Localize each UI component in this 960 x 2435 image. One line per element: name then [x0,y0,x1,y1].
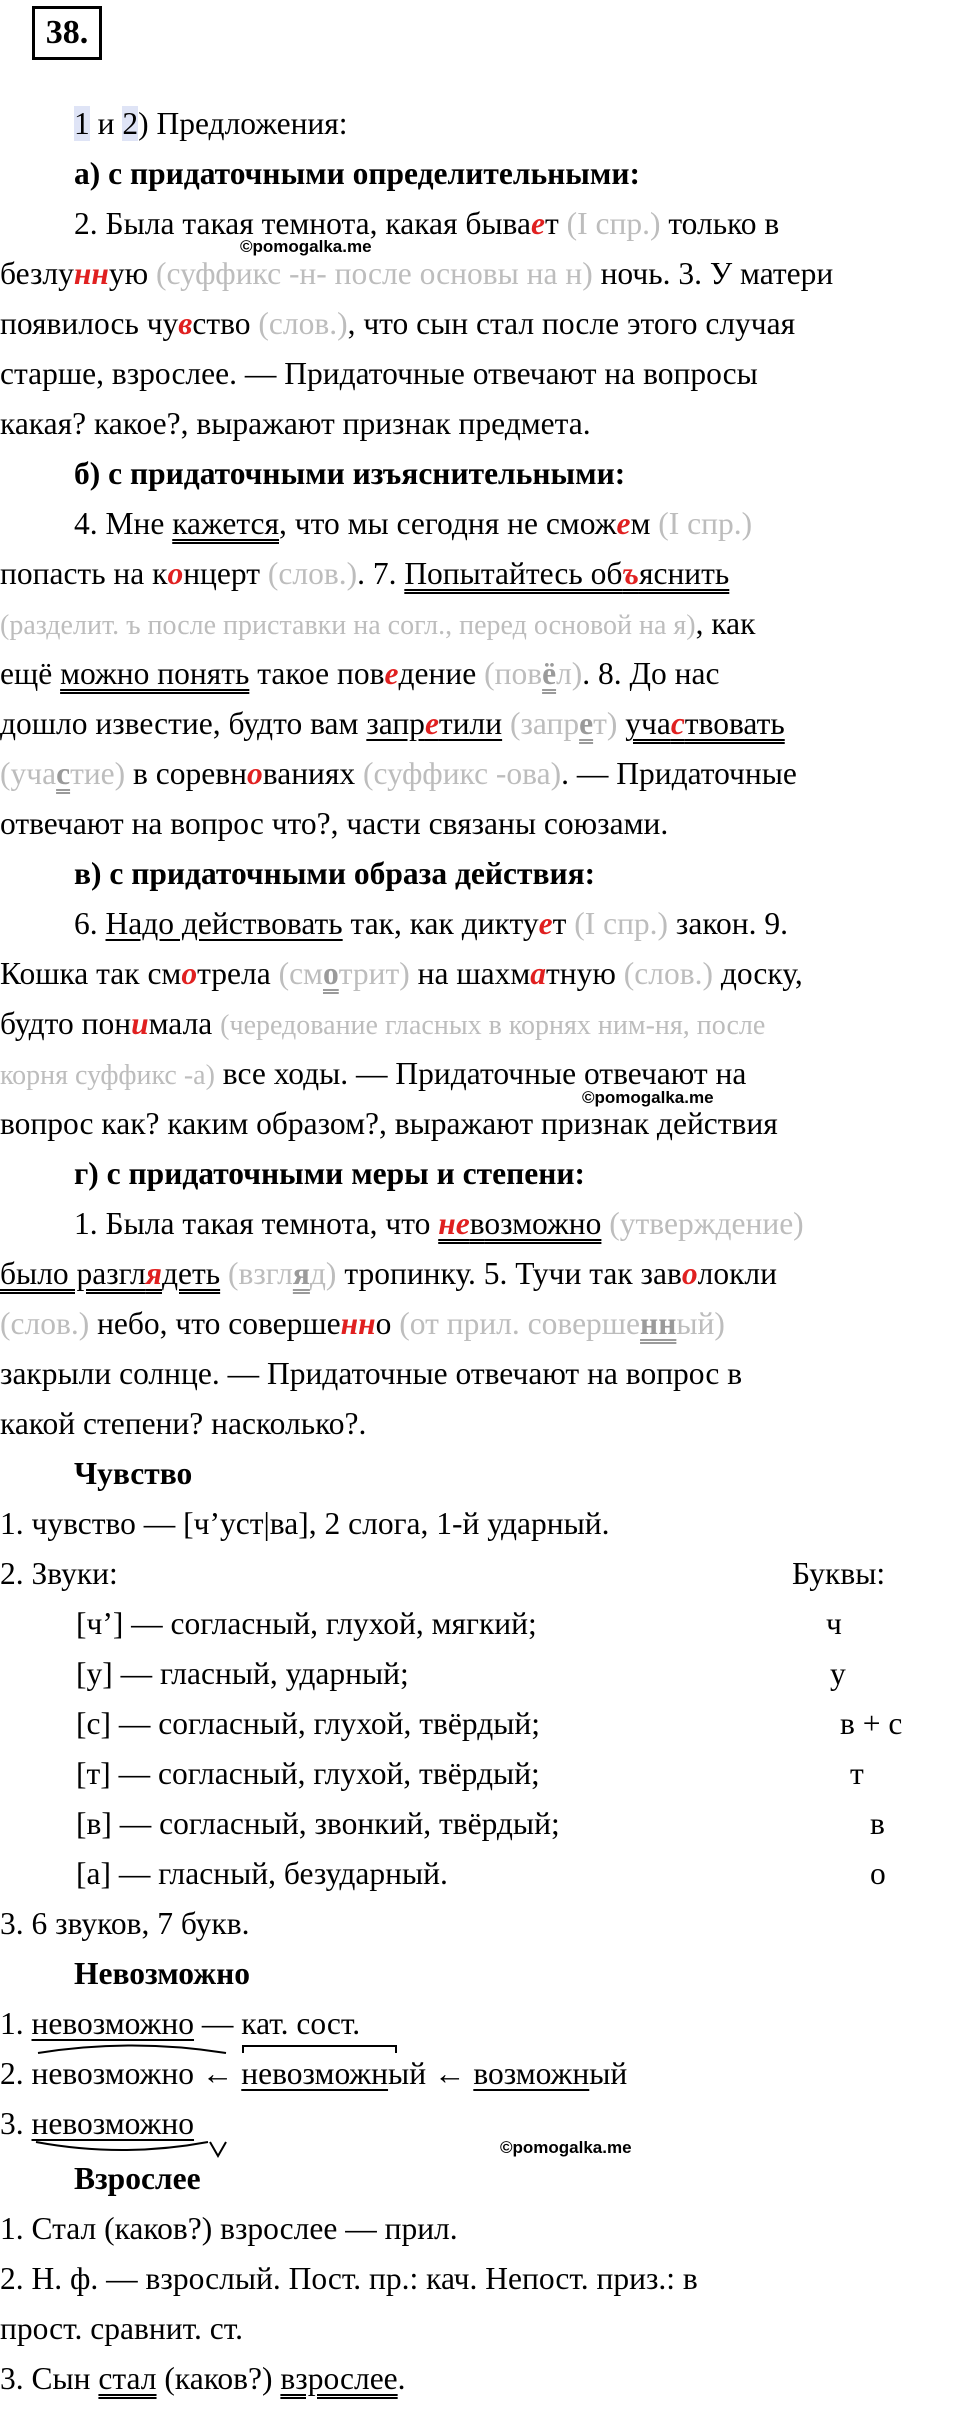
section-v-line-1: 6. Надо действовать так, как диктует (I спр.) закон. 9. [74,906,789,941]
section-g-line-4: закрыли солнце. — Придаточные отвечают на вопрос в [0,1356,743,1391]
chuvstvo-heading: Чувство [74,1456,193,1491]
vzroslee-line-1: 1. Стал (каков?) взрослее — прил. [0,2211,458,2246]
section-v-line-5: вопрос как? каким образом?, выражают признак действия [0,1106,778,1141]
section-a-line-3: появилось чувство (слов.), что сын стал после этого случая [0,306,796,341]
section-v-heading: в) с придаточными образа действия: [74,856,596,891]
section-b-line-4: ещё можно понять такое поведение (повёл). 8. До нас [0,656,720,691]
watermark: ©pomogalka.me [582,1088,714,1107]
section-v-line-3: будто понимала (чередование гласных в корнях ним-ня, после [0,1006,766,1041]
section-v-line-4: корня суффикс -а) все ходы. — Придаточные отвечают на [0,1056,747,1091]
section-a-line-4: старше, взрослее. — Придаточные отвечают на вопросы [0,356,758,391]
chuvstvo-line-1: 1. чувство — [ч’уст|ва], 2 слога, 1-й ударный. [0,1506,610,1541]
nevozmozhno-line-1: 1. невозможно — кат. сост. [0,2006,361,2041]
suffix-bracket-icon [241,2044,401,2054]
intro-line: 1 и 2) Предложения: [74,106,348,141]
nevozmozhno-line-2: 2. невозможно ← невозможный ← возможный [0,2050,627,2098]
sound-row: [а] — гласный, безударный. [76,1856,448,1891]
vzroslee-line-2: 2. Н. ф. — взрослый. Пост. пр.: кач. Непост. приз.: в [0,2261,698,2296]
watermark: ©pomogalka.me [240,237,372,256]
sound-row: [у] — гласный, ударный; [76,1656,409,1691]
section-a-heading: а) с придаточными определительными: [74,156,640,191]
vzroslee-line-3: прост. сравнит. ст. [0,2311,243,2346]
letter-cell: у [830,1656,846,1691]
exercise-number: 38. [32,6,102,60]
section-g-line-5: какой степени? насколько?. [0,1406,367,1441]
vzroslee-heading: Взрослее [74,2161,201,2196]
letter-cell: т [850,1756,864,1791]
section-b-line-3: (разделит. ъ после приставки на согл., перед основой на я), как [0,606,756,641]
section-v-line-2: Кошка так смотрела (смотрит) на шахматную (слов.) доску, [0,956,803,991]
section-g-line-3: (слов.) небо, что совершенно (от прил. совершенный) [0,1306,725,1341]
nevozmozhno-heading: Невозможно [74,1956,250,1991]
section-g-line-2: было разглядеть (взгляд) тропинку. 5. Тучи так заволокли [0,1256,777,1291]
section-b-line-7: отвечают на вопрос что?, части связаны союзами. [0,806,669,841]
section-a-line-5: какая? какое?, выражают признак предмета. [0,406,591,441]
section-g-heading: г) с придаточными меры и степени: [74,1156,585,1191]
section-b-line-6: (участие) в соревнованиях (суффикс -ова). — Придаточные [0,756,797,791]
chuvstvo-line-3: 3. 6 звуков, 7 букв. [0,1906,250,1941]
nevozmozhno-line-3: 3. невозможно [0,2100,194,2148]
section-b-heading: б) с придаточными изъяснительными: [74,456,626,491]
letters-label: Буквы: [792,1556,886,1591]
sound-row: [с] — согласный, глухой, твёрдый; [76,1706,541,1741]
section-a-line-1: 2. Была такая темнота, какая бывает (I спр.) только в [74,206,780,241]
letter-cell: о [870,1856,886,1891]
vzroslee-line-4: 3. Сын стал (каков?) взрослее. [0,2361,406,2396]
section-b-line-1: 4. Мне кажется, что мы сегодня не сможем (I спр.) [74,506,753,541]
section-b-line-5: дошло известие, будто вам запретили (запрет) участвовать [0,706,785,741]
root-arc-icon [32,2044,232,2054]
sound-row: [т] — согласный, глухой, твёрдый; [76,1756,540,1791]
letter-cell: в [870,1806,885,1841]
sound-row: [в] — согласный, звонкий, твёрдый; [76,1806,560,1841]
letter-cell: в + с [840,1706,903,1741]
watermark: ©pomogalka.me [500,2138,632,2157]
section-g-line-1: 1. Была такая темнота, что невозможно (утверждение) [74,1206,804,1241]
section-a-line-2: безлунную (суффикс -н- после основы на н) ночь. 3. У матери [0,256,834,291]
section-b-line-2: попасть на концерт (слов.). 7. Попытайтесь объяснить [0,556,730,591]
sound-row: [ч’] — согласный, глухой, мягкий; [76,1606,537,1641]
sounds-label: 2. Звуки: [0,1556,118,1591]
letter-cell: ч [826,1606,842,1641]
